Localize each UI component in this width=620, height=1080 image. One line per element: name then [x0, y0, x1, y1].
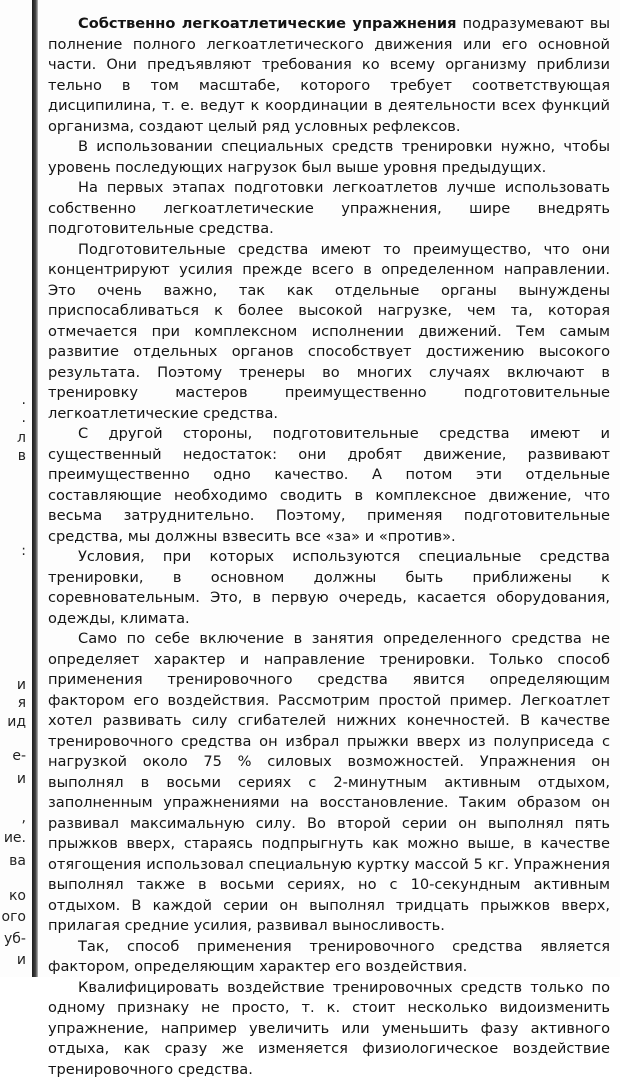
facing-page-fragment: ого: [2, 909, 27, 925]
paragraph-3: На первых этапах подготовки легкоатлетов лучше использовать собственно легкоатлетические упражнения, шире внедрять подготовительные средства.: [48, 178, 610, 240]
facing-page-fragments: [0, 0, 30, 977]
facing-page-fragment: .: [22, 410, 26, 426]
paragraph-1-body: подразумевают вы полнение полного легкоатлетического движения или его основной части. Они предъявляют требования ко всему организму приблизи тельно в том масштабе, которого требует соответствующая дисципилина, т. е. ведут к координации в деятельности всех функций организма, создают целый ряд условных рефлексов.: [48, 15, 610, 135]
facing-page-fragment: уб-: [4, 931, 26, 947]
facing-page-fragment: и: [17, 677, 26, 693]
facing-page-fragment: ид: [7, 714, 26, 730]
paragraph-1: [48, 14, 610, 137]
paragraph-4: Подготовительные средства имеют то преимущество, что они концентрируют усилия прежде всего в определенном направлении. Это очень важно, так как отдельные органы вынуждены приспосабливаться к более высокой нагрузке, чем та, которая отмечается при комплексном исполнении движений. Тем самым развитие отдельных органов способствует достижению высокого результата. Поэтому тренеры во многих случаях включают в тренировку мастеров преимущественно подготовительные легкоатлетические средства.: [48, 240, 610, 425]
text-column: [48, 14, 610, 1080]
facing-page-fragment: и: [17, 771, 26, 787]
facing-page-fragment: ,: [22, 810, 26, 826]
facing-page-fragment: я: [18, 695, 26, 711]
facing-page-fragment: ие.: [4, 830, 26, 846]
paragraph-1-lead-term: Собственно легкоатлетические упражнения: [78, 15, 457, 32]
facing-page-fragment: и: [17, 952, 26, 968]
paragraph-5: С другой стороны, подготовительные средства имеют и существенный недостаток: они дробят движение, развивают преимущественно одно качество. А потом эти отдельные составляющие необходимо сводить в комплексное движение, что весьма затруднительно. Поэтому, применяя подготовительные средства, мы должны взвесить все «за» и «против».: [48, 424, 610, 547]
paragraph-6: Условия, при которых используются специальные средства тренировки, в основном должны быть приближены к соревновательным. Это, в первую очередь, касается оборудования, одежды, климата.: [48, 547, 610, 629]
book-spine-shadow: [32, 0, 38, 977]
facing-page-fragment: .: [22, 392, 26, 408]
paragraph-7: Само по себе включение в занятия определенного средства не определяет характер и направление тренировки. Только способ применения тренировочного средства явится определяющим фактором его воздействия. Рассмотрим простой пример. Легкоатлет хотел развивать силу сгибателей нижних конечностей. В качестве тренировочного средства он избрал прыжки вверх из полуприседа с нагрузкой около 75 % силовых возможностей. Упражнения он выполнял в восьми сериях с 2-минутным активным отдыхом, заполненным упражнениями на восстановление. Таким образом он развивал максимальную силу. Во второй серии он выполнял пять прыжков вверх, стараясь подпрыгнуть как можно выше, в качестве отягощения использовал специальную куртку массой 5 кг. Упражнения выполнял также в восьми сериях, но с 10-секундным активным отдыхом. В каждой серии он выполнял тридцать прыжков вверх, прилагая средние усилия, развивал выносливость.: [48, 629, 610, 937]
facing-page-fragment: в: [18, 448, 26, 464]
facing-page-fragment: :: [21, 543, 26, 559]
facing-page-fragment: ва: [9, 853, 26, 869]
facing-page-fragment: е-: [12, 748, 26, 764]
paragraph-9: Квалифицировать воздействие тренировочных средств только по одному признаку не просто, т. к. стоит несколько видоизменить упражнение, например увеличить или уменьшить фазу активного отдыха, как сразу же изменяется физиологическое воздействие тренировочного средства.: [48, 978, 610, 1080]
paragraph-2: В использовании специальных средств тренировки нужно, чтобы уровень последующих нагрузок был выше уровня предыдущих.: [48, 137, 610, 178]
paragraph-8: Так, способ применения тренировочного средства является фактором, определяющим характер его воздействия.: [48, 937, 610, 978]
facing-page-fragment: ко: [9, 888, 26, 904]
facing-page-fragment: л: [17, 430, 26, 446]
